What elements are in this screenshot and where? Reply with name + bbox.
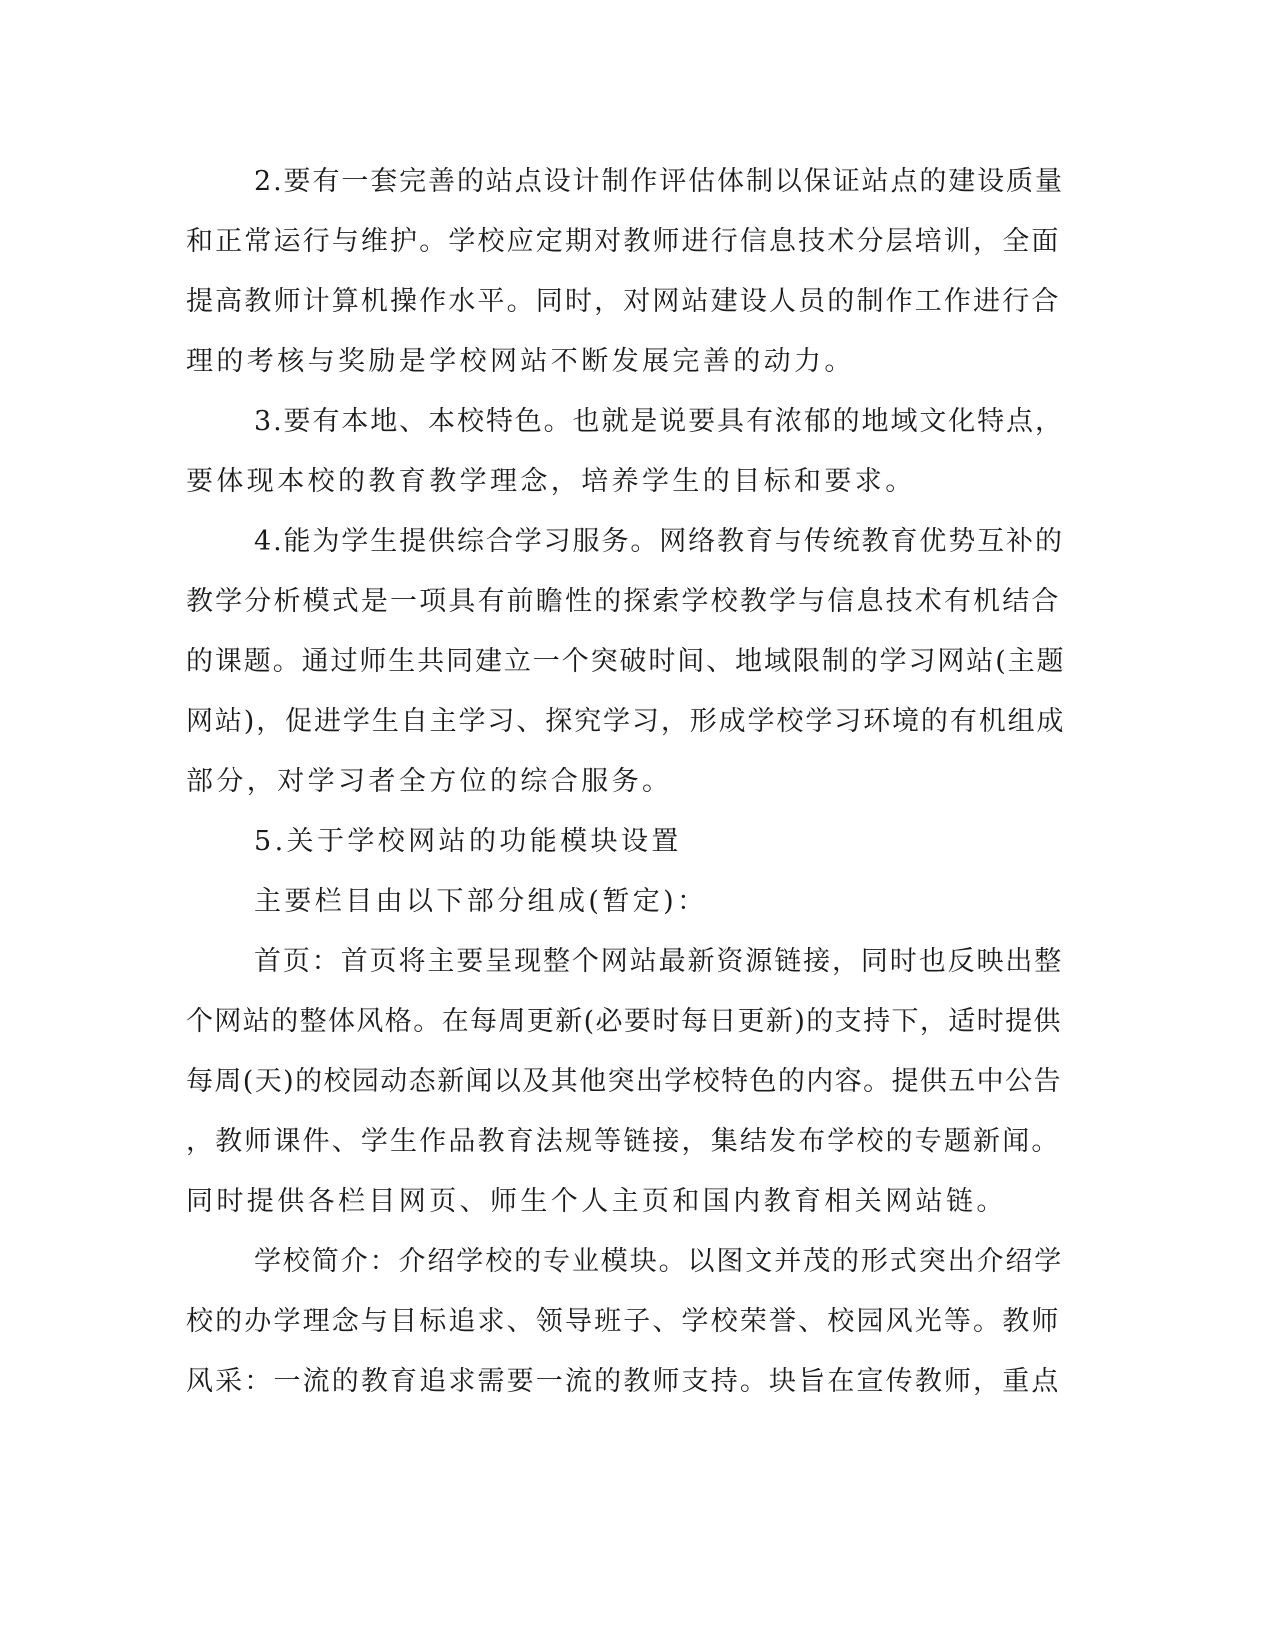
text-line: 网站)，促进学生自主学习、探究学习，形成学校学习环境的有机组成 — [186, 706, 1066, 737]
text-line: 同时提供各栏目网页、师生个人主页和国内教育相关网站链。 — [186, 1186, 1007, 1217]
text-line: 教学分析模式是一项具有前瞻性的探索学校教学与信息技术有机结合 — [186, 586, 1061, 617]
text-line: 5.关于学校网站的功能模块设置 — [254, 826, 682, 857]
text-line: 4.能为学生提供综合学习服务。网络教育与传统教育优势互补的 — [254, 526, 1064, 557]
text-line: 部分，对学习者全方位的综合服务。 — [186, 766, 673, 797]
text-line: 理的考核与奖励是学校网站不断发展完善的动力。 — [186, 346, 855, 377]
text-line: 学校简介：介绍学校的专业模块。以图文并茂的形式突出介绍学 — [254, 1246, 1064, 1277]
text-line: 3.要有本地、本校特色。也就是说要具有浓郁的地域文化特点， — [254, 406, 1064, 437]
text-line: 和正常运行与维护。学校应定期对教师进行信息技术分层培训，全面 — [186, 226, 1061, 257]
text-line: 的课题。通过师生共同建立一个突破时间、地域限制的学习网站(主题 — [186, 646, 1066, 677]
document-body — [186, 152, 1066, 1412]
text-line: 2.要有一套完善的站点设计制作评估体制以保证站点的建设质量 — [254, 166, 1064, 197]
text-line: 个网站的整体风格。在每周更新(必要时每日更新)的支持下，适时提供 — [186, 1006, 1062, 1037]
text-line: 主要栏目由以下部分组成(暂定)： — [254, 886, 708, 917]
text-line: 提高教师计算机操作水平。同时，对网站建设人员的制作工作进行合 — [186, 286, 1061, 317]
text-line: 每周(天)的校园动态新闻以及其他突出学校特色的内容。提供五中公告 — [186, 1066, 1062, 1097]
text-line: 风采：一流的教育追求需要一流的教师支持。块旨在宣传教师，重点 — [186, 1366, 1061, 1397]
text-line: 首页：首页将主要呈现整个网站最新资源链接，同时也反映出整 — [254, 946, 1064, 977]
text-line: 要体现本校的教育教学理念，培养学生的目标和要求。 — [186, 466, 916, 497]
text-line: ，教师课件、学生作品教育法规等链接，集结发布学校的专题新闻。 — [186, 1126, 1061, 1157]
text-line: 校的办学理念与目标追求、领导班子、学校荣誉、校园风光等。教师 — [186, 1306, 1061, 1337]
